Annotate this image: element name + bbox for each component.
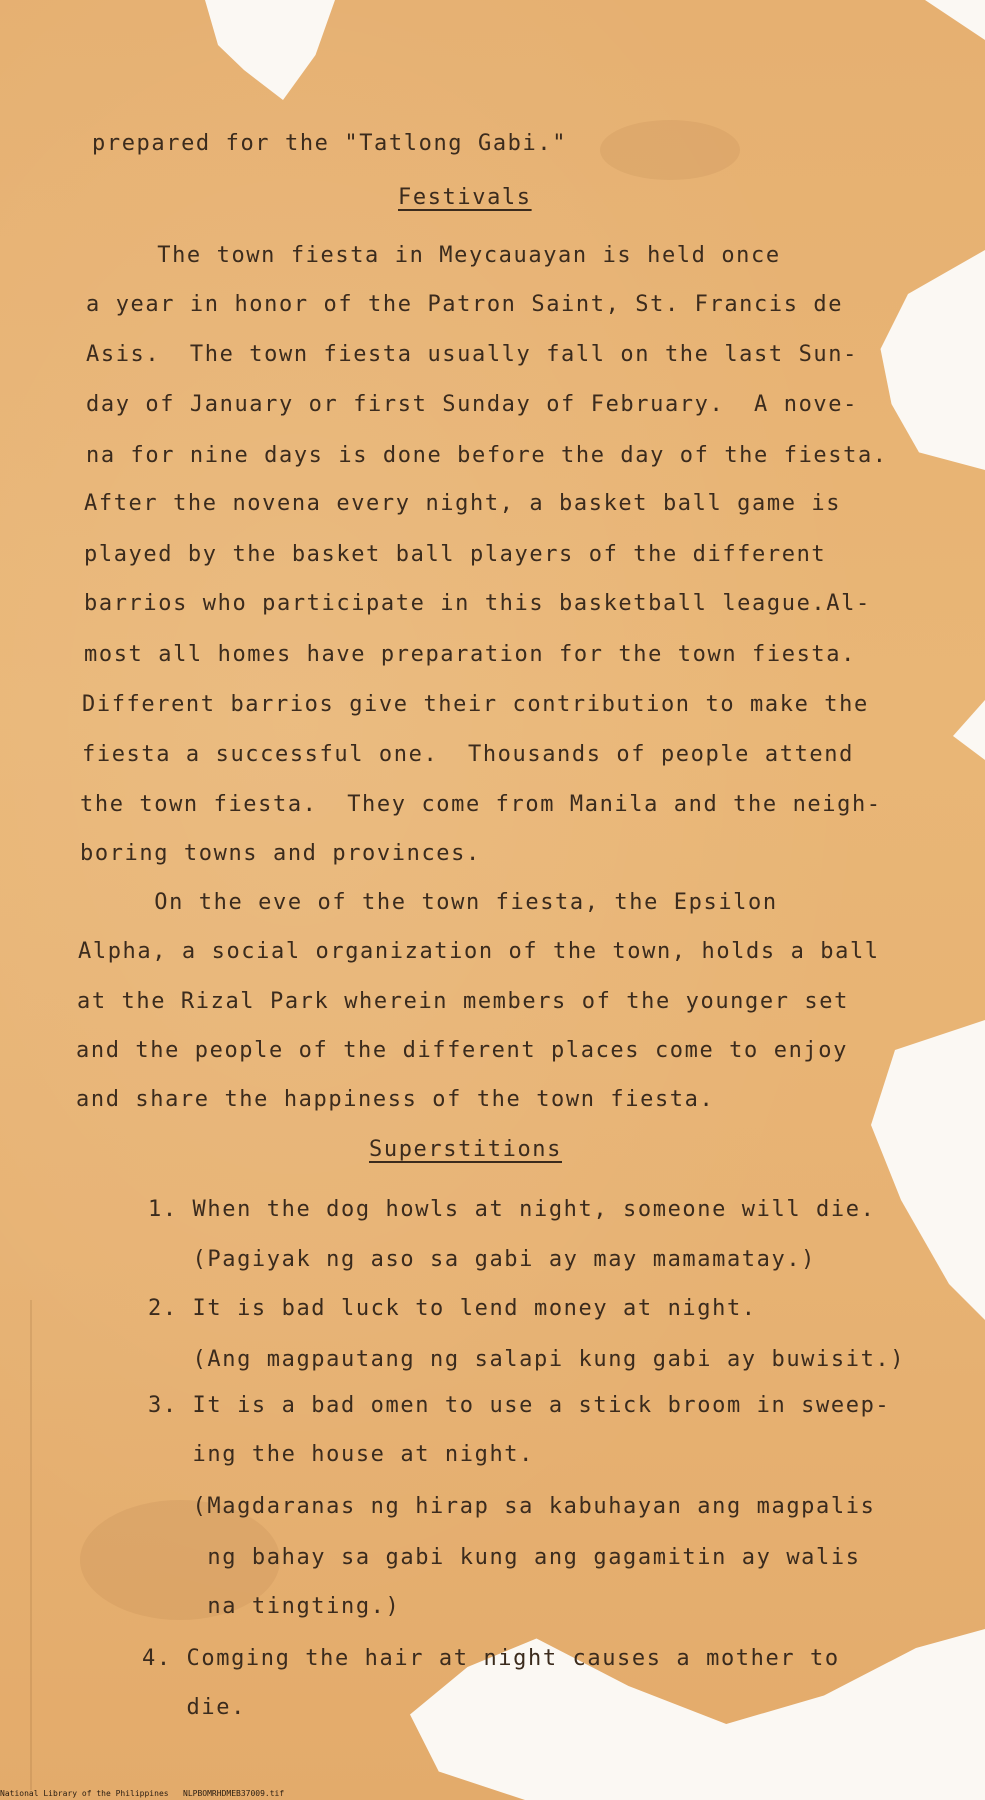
- fold-crease: [30, 1300, 32, 1790]
- festivals-line: After the novena every night, a basket ball game is: [84, 491, 842, 516]
- superstition-item: 1. When the dog howls at night, someone will die.: [148, 1197, 876, 1222]
- superstition-item: (Magdaranas ng hirap sa kabuhayan ang magpalis: [148, 1494, 876, 1519]
- festivals-heading: Festivals: [398, 185, 532, 210]
- festivals-line: Different barrios give their contribution to make the: [82, 692, 869, 717]
- festivals-line: and the people of the different places come to enjoy: [76, 1038, 848, 1063]
- festivals-line: most all homes have preparation for the town fiesta.: [84, 642, 856, 667]
- festivals-line: Asis. The town fiesta usually fall on the last Sun-: [86, 342, 858, 367]
- festivals-line: Alpha, a social organization of the town, holds a ball: [78, 939, 880, 964]
- footer-filename: NLPBOMRHDMEB37009.tif: [183, 1789, 285, 1798]
- torn-edge-right-lower: [865, 1020, 985, 1320]
- superstition-item: na tingting.): [148, 1594, 401, 1619]
- festivals-line: boring towns and provinces.: [80, 841, 481, 866]
- festivals-line: at the Rizal Park wherein members of the younger set: [77, 989, 849, 1014]
- festivals-line: barrios who participate in this basketball league.Al-: [84, 591, 871, 616]
- torn-edge-right-middle: [945, 700, 985, 760]
- superstition-item: 2. It is bad luck to lend money at night.: [148, 1296, 757, 1321]
- festivals-line: a year in honor of the Patron Saint, St. Francis de: [86, 292, 844, 317]
- superstition-item: (Ang magpautang ng salapi kung gabi ay buwisit.): [148, 1347, 906, 1372]
- torn-edge-bottom: [410, 1610, 985, 1800]
- festivals-line: na for nine days is done before the day of the fiesta.: [86, 443, 888, 468]
- opening-line: prepared for the "Tatlong Gabi.": [92, 131, 568, 156]
- superstition-item: ing the house at night.: [148, 1442, 534, 1467]
- festivals-line: The town fiesta in Meycauayan is held once: [83, 243, 781, 268]
- torn-edge-right-upper: [875, 250, 985, 470]
- paper-stain: [600, 120, 740, 180]
- torn-edge-top-right: [925, 0, 985, 40]
- superstition-item: die.: [142, 1695, 246, 1720]
- festivals-line: and share the happiness of the town fiesta.: [76, 1087, 715, 1112]
- superstition-item: 4. Comging the hair at night causes a mother to: [142, 1646, 840, 1671]
- festivals-line: On the eve of the town fiesta, the Epsilon: [80, 890, 778, 915]
- festivals-line: day of January or first Sunday of February. A nove-: [86, 392, 858, 417]
- superstition-item: (Pagiyak ng aso sa gabi ay may mamamatay.): [148, 1247, 817, 1272]
- festivals-line: the town fiesta. They come from Manila and the neigh-: [80, 792, 882, 817]
- scan-footer: [0, 1789, 284, 1798]
- festivals-line: played by the basket ball players of the different: [84, 542, 827, 567]
- torn-edge-top: [205, 0, 335, 100]
- footer-archive: National Library of the Philippines: [0, 1789, 169, 1798]
- superstitions-heading: Superstitions: [369, 1137, 562, 1162]
- festivals-line: fiesta a successful one. Thousands of people attend: [82, 742, 854, 767]
- superstition-item: ng bahay sa gabi kung ang gagamitin ay walis: [148, 1545, 861, 1570]
- superstition-item: 3. It is a bad omen to use a stick broom in sweep-: [148, 1393, 891, 1418]
